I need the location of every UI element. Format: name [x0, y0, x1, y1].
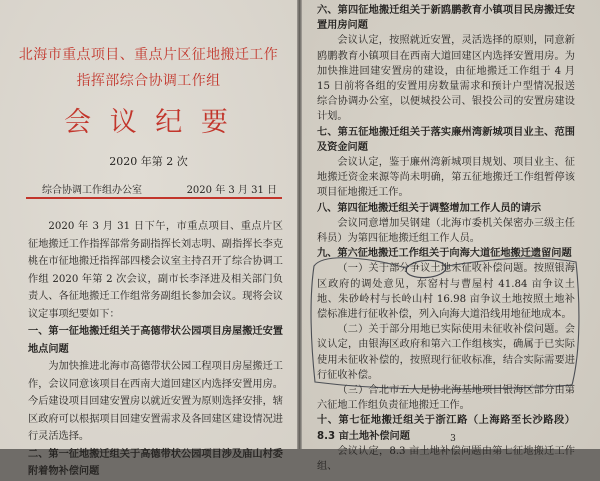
title-line-1: 北海市重点项目、重点片区征地搬迁工作	[18, 47, 279, 63]
right-page	[302, 0, 600, 473]
section-body: 为加快推进北海市高德带状公园工程项目房屋搬迁工作，会议同意该项目在西南大道回建区内选择安置用房。今后建设项目回建安置房以就近安置为原则选择安排，辖区政府可以根据项目回建安置需求及各回建区建设情况进行灵活选择。	[28, 361, 283, 442]
left-page	[0, 0, 297, 477]
issue-date: 2020 年 3 月 31 日	[186, 185, 277, 196]
document-type-heading: 会 议 纪 要	[64, 107, 233, 138]
section-heading: 一、第一征地搬迁组关于高德带状公园项目房屋搬迁安置地点问题	[28, 326, 283, 355]
red-divider	[26, 197, 282, 199]
section-body: 会议同意增加吴钢建（北海市委机关保密办三级主任科员）为第四征地搬迁组工作人员。	[317, 217, 575, 245]
section-heading: 七、第五征地搬迁组关于落实廉州湾新城项目业主、范围及资金问题	[317, 126, 575, 153]
left-body	[28, 218, 283, 481]
section-heading: 十、第七征地搬迁组关于浙江路（上海路至长沙路段）8.3 亩土地补偿问题	[317, 415, 575, 442]
section-heading: 九、第六征地搬迁工作组关于向海大道征地搬迁遗留问题	[317, 248, 572, 260]
title-line-2: 指挥部综合协调工作组	[76, 73, 221, 89]
issuing-office: 综合协调工作组办公室	[42, 185, 142, 196]
issue-number: 2020 年第 2 次	[109, 155, 188, 168]
section-body: 会议认定，按照就近安置，灵活选择的原则，同意新鸥鹏教育小镇项目在西南大道回建区内选择安置用房。为加快推进回建安置房的建设，由征地搬迁工作组于 4 月 15 日前将各组的安置用房数量需求和预计户型情况报送综合协调办公室，以便城投公司、银投公司的安置房建设计划。	[317, 35, 575, 123]
section-body: 会议认定，鉴于廉州湾新城项目规划、项目业主、征地搬迁资金来源等尚未明确，第五征地搬迁工作组暂停该项目征地搬迁工作。	[317, 157, 575, 199]
section-heading: 二、第一征地搬迁组关于高德带状公园项目涉及庙山村委附着物补偿问题	[28, 448, 283, 477]
intro-paragraph: 2020 年 3 月 31 日下午，市重点项目、重点片区征地搬迁工作指挥部常务副指挥长刘志明、副指挥长李克桃在市征地搬迁指挥部四楼会议室主持召开了综合协调工作组 2020 年第 2 次会议，副市长李泽进及相关部门负责人、各征地搬迁工作组常务副组长参加会议。现将会议议定事项纪要如下：	[28, 221, 283, 320]
right-body	[317, 3, 575, 474]
page-number: 3	[450, 434, 456, 444]
sub-item: （一）关于部分争议土地未征收补偿问题。按照银海区政府的调处意见，东窑村与曹屋村 41.84 亩争议土地、朱砂岭村与长岭山村 16.98 亩争议土地按照土地补偿标准进行征收补偿，列入向海大道沿线用地征地成本。	[317, 263, 575, 321]
sub-item: （三）合北市五人足协北海基地项目银海区部分由第六征地工作组负责征地搬迁工作。	[317, 385, 575, 412]
section-heading: 八、第四征地搬迁组关于调整增加工作人员的请示	[317, 202, 542, 214]
section-body: 会议认定，8.3 亩土地补偿问题由第七征地搬迁工作组、	[317, 445, 575, 473]
section-heading: 六、第四征地搬迁组关于新鸥鹏教育小镇项目民房搬迁安置用房问题	[317, 5, 575, 32]
sub-item: （二）关于部分用地已实际使用未征收补偿问题。会议认定，由银海区政府和第六工作组核实，确属于已实际使用未征收补偿的，按照现行征收标准，结合实际需要进行征收补偿。	[317, 324, 575, 381]
